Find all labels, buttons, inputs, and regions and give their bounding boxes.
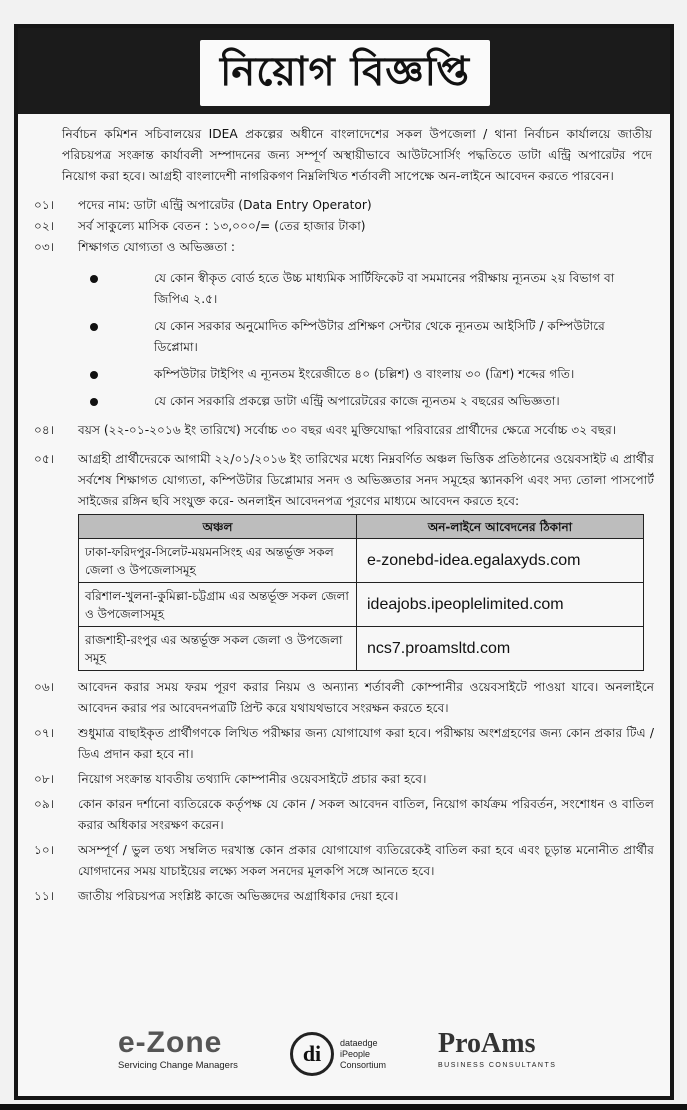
item-text: নিয়োগ সংক্রান্ত যাবতীয় তথ্যাদি কোম্পানীর ওয়েবসাইটে প্রচার করা হবে। <box>78 772 427 786</box>
item-number: ০৯। <box>34 797 55 811</box>
item-text: অসম্পূর্ণ / ভুল তথ্য সম্বলিত দরখাস্ত কোন প্রকার যোগাযোগ ব্যতিরেকেই বাতিল করা হবে এবং চূড়ান্ত মনোনীত প্রার্থীর যোগদানের সময় যাচাইয়ের লক্ষ্যে সকল সনদের মূলকপি সঙ্গে আনতে হবে। <box>78 843 654 878</box>
item-number: ০৫। <box>34 452 55 466</box>
notice-frame <box>14 24 674 1100</box>
notice-body <box>18 114 670 907</box>
item-number: ০৭। <box>34 726 55 740</box>
item-number: ০৩। <box>34 240 55 254</box>
bullet-dot <box>34 391 154 412</box>
list-item <box>34 420 654 441</box>
list-item <box>34 794 654 836</box>
item-text: আবেদন করার সময় ফরম পূরণ করার নিয়ম ও অন্যান্য শর্তাবলী কোম্পানীর ওয়েবসাইটে পাওয়া যাবে। অনলাইনে আবেদন করার পর আবেদনপত্রটি প্রিন্ট করে যথাযথভাবে সংরক্ষন করতে হবে। <box>78 680 654 715</box>
item-text: কোন কারন দর্শানো ব্যতিরেকে কর্তৃপক্ষ যে কোন / সকল আবেদন বাতিল, নিয়োগ কার্যক্রম পরিবর্তন, সংশোধন ও বাতিল করার অধিকার সংরক্ষণ করেন। <box>78 797 654 832</box>
item-text: সর্ব সাকুল্যে মাসিক বেতন : ১৩,০০০/= (তের হাজার টাকা) <box>78 219 366 233</box>
bullet-item <box>34 268 654 310</box>
proams-logo <box>438 1026 588 1082</box>
notice-header <box>18 28 670 114</box>
bullet-item <box>34 391 654 412</box>
item-number: ০৪। <box>34 423 55 437</box>
bottom-rule <box>0 1104 687 1110</box>
bullet-dot <box>34 364 154 385</box>
dataedge-logo-words <box>340 1038 386 1071</box>
list-item <box>34 769 654 790</box>
item-number: ০১। <box>34 198 55 212</box>
ezone-logo-tagline: Servicing Change Managers <box>118 1060 238 1071</box>
items-after-list <box>34 677 654 907</box>
bullet-dot <box>34 316 154 358</box>
dataedge-logo <box>290 1026 420 1082</box>
item-text: পদের নাম: ডাটা এন্ট্রি অপারেটর (Data Entry Operator) <box>78 198 372 212</box>
list-item <box>34 886 654 907</box>
table-row <box>79 583 644 627</box>
item-text: শুধুমাত্র বাছাইকৃত প্রার্থীগণকে লিখিত পরীক্ষার জন্য যোগাযোগ করা হবে। পরীক্ষায় অংশগ্রহণের জন্য কোন প্রকার টিএ / ডিএ প্রদান করা হবে না। <box>78 726 654 761</box>
url-cell[interactable]: ideajobs.ipeoplelimited.com <box>357 583 644 627</box>
region-cell: ঢাকা-ফরিদপুর-সিলেট-ময়মনসিংহ এর অন্তর্ভূক্ত সকল জেলা ও উপজেলাসমূহ <box>79 539 357 583</box>
bullet-text: কম্পিউটার টাইপিং এ ন্যূনতম ইংরেজীতে ৪০ (চল্লিশ) ও বাংলায় ৩০ (ত্রিশ) শব্দের গতি। <box>154 367 575 381</box>
dataedge-line: dataedge <box>340 1037 378 1048</box>
list-item <box>34 723 654 765</box>
item-number: ১০। <box>34 843 55 857</box>
title-box <box>200 40 490 106</box>
ezone-logo <box>118 1026 268 1082</box>
bullet-text: যে কোন সরকারি প্রকল্পে ডাটা এন্ট্রি অপারেটরের কাজে ন্যূনতম ২ বছরের অভিজ্ঞতা। <box>154 394 560 408</box>
item-number: ০৮। <box>34 772 55 786</box>
region-cell: রাজশাহী-রংপুর এর অন্তর্ভূক্ত সকল জেলা ও উপজেলা সমূহ <box>79 627 357 671</box>
list-item <box>34 216 654 237</box>
bullet-item <box>34 364 654 385</box>
table-header-row <box>79 515 644 539</box>
notice-title: নিয়োগ বিজ্ঞপ্তি <box>219 47 470 95</box>
bullet-text: যে কোন সরকার অনুমোদিত কম্পিউটার প্রশিক্ষণ সেন্টার থেকে ন্যূনতম আইসিটি / কম্পিউটারে ডিপ্লোমা। <box>154 319 605 354</box>
item-number: ১১। <box>34 889 55 903</box>
item-text: আগ্রহী প্রার্থীদেরকে আগামী ২২/০১/২০১৬ ইং তারিখের মধ্যে নিম্নবর্ণিত অঞ্চল ভিত্তিক প্রতিষ্ঠানের ওয়েবসাইট এ প্রার্থীর সর্বশেষ শিক্ষাগত যোগ্যতা, কম্পিউটার ডিপ্লোমার সনদ ও অভিজ্ঞতার সনদ সমূহের স্ক্যানকপি এবং সদ্য তোলা পাসপোর্ট সাইজের রঙ্গিন ছবি সংযুক্ত করে- অনলাইন আবেদনপত্র পূরণের মাধ্যমে আবেদন করতে হবে: <box>78 452 654 508</box>
item-text: বয়স (২২-০১-২০১৬ ইং তারিখে) সর্বোচ্চ ৩০ বছর এবং মুক্তিযোদ্ধা পরিবারের প্রার্থীদের ক্ষেত্রে সর্বোচ্চ ৩২ বছর। <box>78 423 617 437</box>
item-number: ০৬। <box>34 680 55 694</box>
intro-paragraph: নির্বাচন কমিশন সচিবালয়ের IDEA প্রকল্পের অধীনে বাংলাদেশের সকল উপজেলা / থানা নির্বাচন কার্যালয়ে জাতীয় পরিচয়পত্র সংক্রান্ত কার্যাবলী সম্পাদনের জন্য সম্পূর্ণ অস্থায়ীভাবে আউটসোর্সিং পদ্ধতিতে ডাটা এন্ট্রি অপারেটর পদে নিয়োগ করা হবে। আগ্রহী বাংলাদেশী নাগরিকগণ নিম্নলিখিত শর্তাবলী সাপেক্ষে অন-লাইনে আবেদন করতে পারবেন। <box>62 127 652 183</box>
bullet-text: যে কোন স্বীকৃত বোর্ড হতে উচ্চ মাধ্যমিক সার্টিফিকেট বা সমমানের পরীক্ষায় ন্যূনতম ২য় বিভাগ বা জিপিএ ২.৫। <box>154 271 615 306</box>
proams-logo-mark: ProAms <box>438 1028 536 1059</box>
table-header-region: অঞ্চল <box>79 515 357 539</box>
sponsor-logos <box>18 1026 670 1082</box>
table-row <box>79 627 644 671</box>
url-cell[interactable]: e-zonebd-idea.egalaxyds.com <box>357 539 644 583</box>
list-item <box>34 237 654 258</box>
list-item <box>34 840 654 882</box>
list-item <box>34 195 654 216</box>
bullet-item <box>34 316 654 358</box>
items-list <box>34 195 654 258</box>
item-text: জাতীয় পরিচয়পত্র সংশ্লিষ্ট কাজে অভিজ্ঞদের অগ্রাধিকার দেয়া হবে। <box>78 889 399 903</box>
item-number: ০২। <box>34 219 55 233</box>
dataedge-logo-mark: di <box>290 1032 334 1076</box>
item-text: শিক্ষাগত যোগ্যতা ও অভিজ্ঞতা : <box>78 240 235 254</box>
list-item <box>34 449 654 512</box>
ipeople-line: iPeople <box>340 1048 371 1059</box>
proams-logo-tagline: BUSINESS CONSULTANTS <box>438 1062 557 1069</box>
table-header-address: অন-লাইনে আবেদনের ঠিকানা <box>357 515 644 539</box>
region-cell: বরিশাল-খুলনা-কুমিল্লা-চট্টগ্রাম এর অন্তর্ভূক্ত সকল জেলা ও উপজেলাসমূহ <box>79 583 357 627</box>
url-cell[interactable]: ncs7.proamsltd.com <box>357 627 644 671</box>
application-table <box>78 514 644 671</box>
consortium-line: Consortium <box>340 1059 387 1070</box>
list-item <box>34 677 654 719</box>
table-row <box>79 539 644 583</box>
bullet-dot <box>34 268 154 310</box>
qualification-bullets <box>34 268 654 412</box>
ezone-logo-mark: e-Zone <box>118 1026 223 1059</box>
